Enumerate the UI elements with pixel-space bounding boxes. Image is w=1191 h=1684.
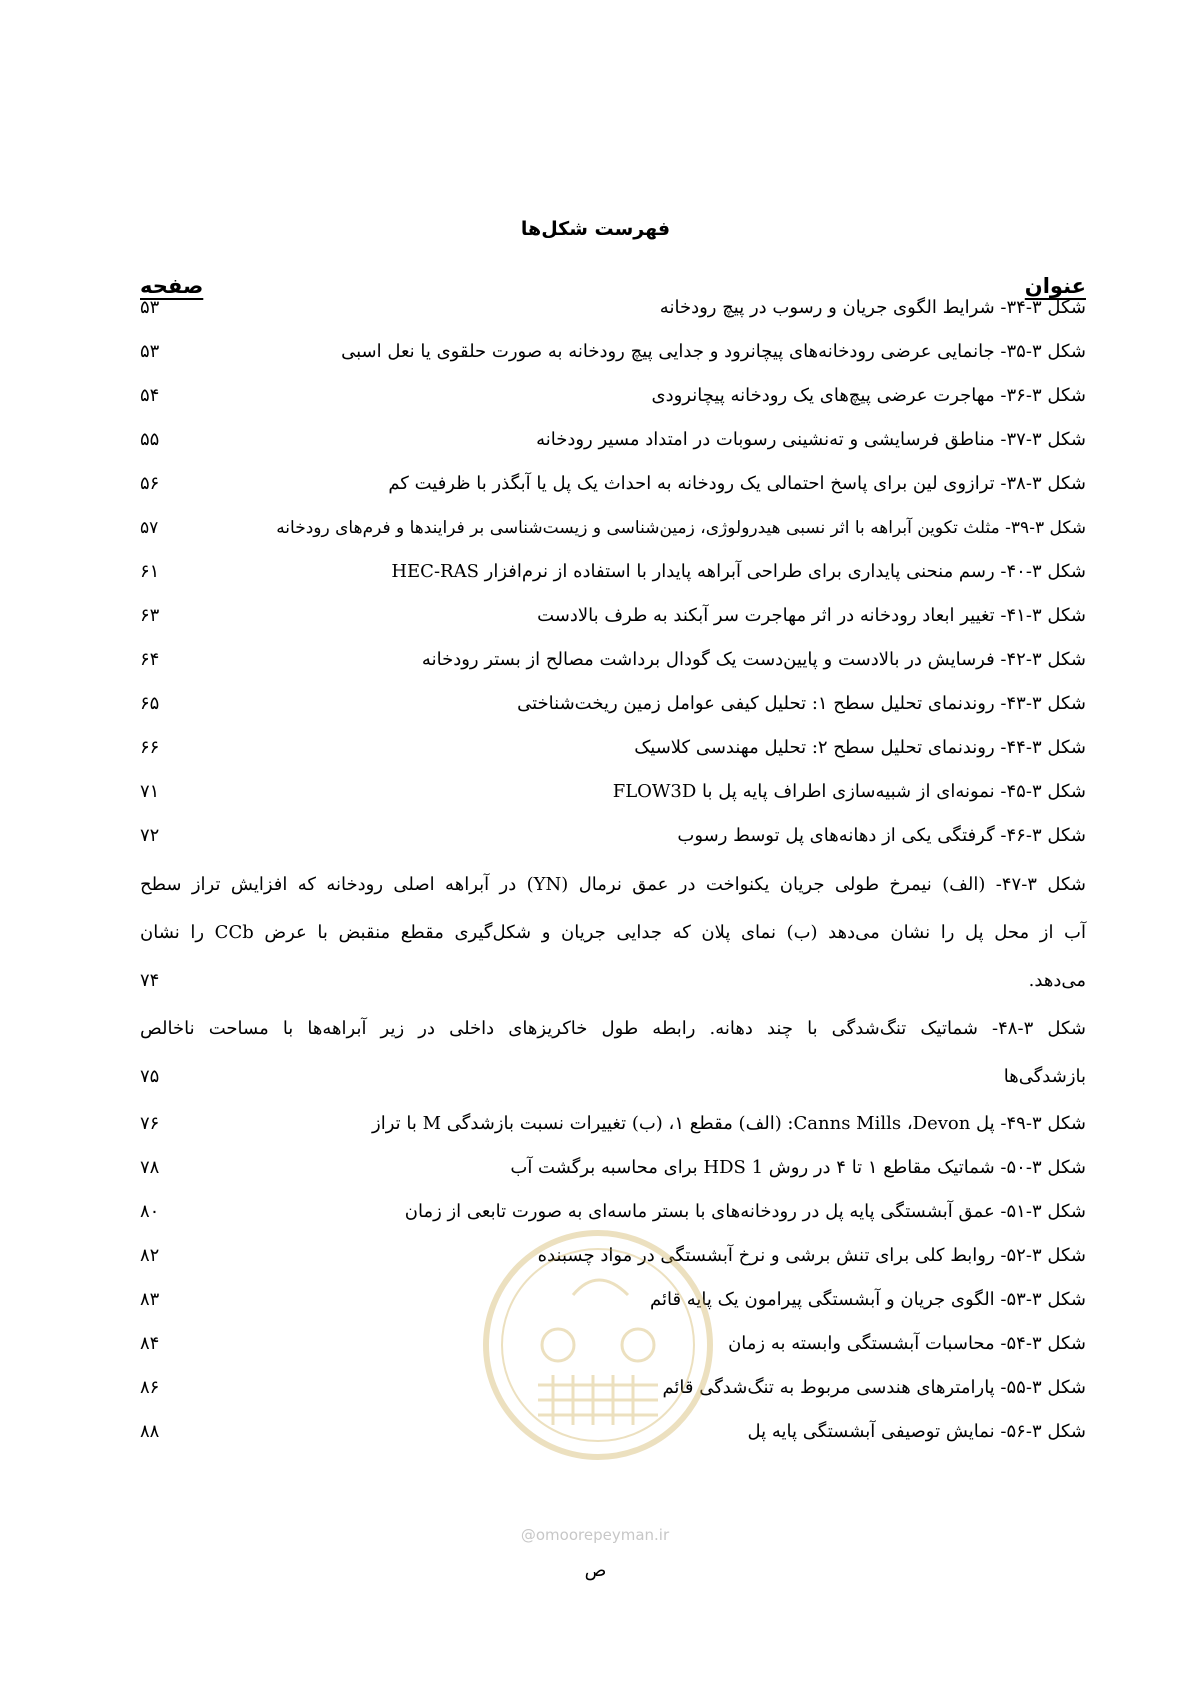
entry-title: شکل ۳-۴۹- پل Canns Mills ،Devon: (الف) مقطع ۱، (ب) تغییرات نسبت بازشدگی M با تراز: [372, 1113, 1086, 1134]
entry-page-number: ۵۳: [140, 341, 160, 362]
entry-page-number: ۵۷: [140, 518, 159, 538]
entry-title: شکل ۳-۳۹- مثلث تکوین آبراهه با اثر نسبی هیدرولوژی، زمین‌شناسی و زیست‌شناسی بر فرایندها و فرم‌های رودخانه: [276, 518, 1086, 538]
entry-page-number: ۵۳: [140, 297, 160, 318]
entry-page-number: ۷۲: [140, 825, 160, 846]
entry-title: شکل ۳-۴۳- روندنمای تحلیل سطح ۱: تحلیل کیفی عوامل زمین ریخت‌شناختی: [517, 693, 1086, 714]
entry-title: شکل ۳-۴۴- روندنمای تحلیل سطح ۲: تحلیل مهندسی کلاسیک: [634, 737, 1086, 758]
entry-page-number: ۸۲: [140, 1245, 160, 1266]
toc-entry[interactable]: [140, 329, 1086, 375]
toc-entry[interactable]: [140, 725, 1086, 771]
page-title: فهرست شکل‌ها: [520, 218, 671, 240]
toc-entry[interactable]: [140, 1145, 1086, 1191]
column-header-title: عنوان: [1024, 274, 1086, 298]
entry-title: شکل ۳-۴۲- فرسایش در بالادست و پایین‌دست یک گودال برداشت مصالح از بستر رودخانه: [421, 649, 1086, 670]
entry-title-line: بازشدگی‌ها: [1003, 1066, 1086, 1087]
entry-title: شکل ۳-۵۲- روابط کلی برای تنش برشی و نرخ آبشستگی در مواد چسبنده: [537, 1245, 1086, 1266]
toc-entry[interactable]: [140, 285, 1086, 331]
entry-page-number: ۷۱: [140, 781, 160, 802]
entry-page-number: ۵۶: [140, 473, 160, 494]
entry-title: شکل ۳-۳۴- شرایط الگوی جریان و رسوب در پیچ رودخانه: [659, 297, 1086, 318]
toc-entry[interactable]: [140, 505, 1086, 551]
entry-page-number: ۸۰: [140, 1201, 160, 1222]
entry-last-line: [140, 957, 1086, 1005]
column-header-page: صفحه: [140, 274, 204, 298]
toc-entry[interactable]: [140, 461, 1086, 507]
entry-page-number: ۶۶: [140, 737, 160, 758]
toc-entry[interactable]: [140, 373, 1086, 419]
entry-page-number: ۶۴: [140, 649, 160, 670]
watermark-seal-icon: [478, 1225, 718, 1465]
toc-entry[interactable]: [140, 1101, 1086, 1147]
entry-page-number: ۵۴: [140, 385, 160, 406]
toc-entry[interactable]: [140, 681, 1086, 727]
entry-page-number: ۷۶: [140, 1113, 160, 1134]
entry-page-number: ۸۳: [140, 1289, 160, 1310]
entry-title: شکل ۳-۵۶- نمایش توصیفی آبشستگی پایه پل: [747, 1421, 1086, 1442]
entry-page-number: ۵۵: [140, 429, 160, 450]
entry-page-number: ۷۴: [140, 970, 160, 991]
entry-page-number: ۸۴: [140, 1333, 160, 1354]
entry-title: شکل ۳-۳۵- جانمایی عرضی رودخانه‌های پیچانرود و جدایی پیچ رودخانه به صورت حلقوی یا نعل اسبی: [341, 341, 1086, 362]
watermark-url: @omoorepeyman.ir: [520, 1526, 670, 1544]
toc-entry[interactable]: [140, 769, 1086, 815]
page-number: ص: [584, 1560, 607, 1581]
toc-entry[interactable]: [140, 813, 1086, 859]
entry-title: شکل ۳-۵۴- محاسبات آبشستگی وابسته به زمان: [728, 1333, 1086, 1354]
entry-title-line: شکل ۳-۴۸- شماتیک تنگ‌شدگی با چند دهانه. رابطه طول خاکریزهای داخلی در زیر آبراهه‌ها با مساحت ناخالص: [140, 1018, 1086, 1039]
entry-title: شکل ۳-۳۶- مهاجرت عرضی پیچ‌های یک رودخانه پیچانرودی: [651, 385, 1086, 406]
entry-page-number: ۶۱: [140, 561, 160, 582]
entry-title: شکل ۳-۵۳- الگوی جریان و آبشستگی پیرامون یک پایه قائم: [649, 1289, 1086, 1310]
toc-entry[interactable]: [140, 593, 1086, 639]
toc-entry-multiline[interactable]: [140, 861, 1086, 1005]
entry-title: شکل ۳-۴۰- رسم منحنی پایداری برای طراحی آبراهه پایدار با استفاده از نرم‌افزار HEC-RAS: [391, 561, 1086, 582]
entry-title-line: می‌دهد.: [1028, 970, 1086, 991]
entry-page-number: ۸۶: [140, 1377, 160, 1398]
entry-title-line: شکل ۳-۴۷- (الف) نیمرخ طولی جریان یکنواخت در عمق نرمال (YN) در آبراهه اصلی رودخانه که افزایش تراز سطح: [140, 874, 1086, 895]
toc-entry[interactable]: [140, 549, 1086, 595]
entry-page-number: ۷۸: [140, 1157, 160, 1178]
entry-title-line: آب از محل پل را نشان می‌دهد (ب) نمای پلان که جدایی جریان و شکل‌گیری مقطع منقبض با عرض CCb را نشان: [140, 922, 1086, 943]
entry-title: شکل ۳-۳۷- مناطق فرسایشی و ته‌نشینی رسوبات در امتداد مسیر رودخانه: [536, 429, 1086, 450]
toc-entry-multiline[interactable]: [140, 1005, 1086, 1101]
entry-title: شکل ۳-۳۸- ترازوی لین برای پاسخ احتمالی یک رودخانه به احداث یک پل یا آبگذر با ظرفیت کم: [388, 473, 1086, 494]
entry-title: شکل ۳-۴۶- گرفتگی یکی از دهانه‌های پل توسط رسوب: [677, 825, 1086, 846]
entry-page-number: ۶۳: [140, 605, 160, 626]
entry-title: شکل ۳-۵۱- عمق آبشستگی پایه پل در رودخانه‌های با بستر ماسه‌ای به صورت تابعی از زمان: [404, 1201, 1086, 1222]
entry-title: شکل ۳-۵۵- پارامترهای هندسی مربوط به تنگ‌شدگی قائم: [662, 1377, 1086, 1398]
entry-title: شکل ۳-۴۱- تغییر ابعاد رودخانه در اثر مهاجرت سر آبکند به طرف بالادست: [537, 605, 1086, 626]
entry-page-number: ۷۵: [140, 1066, 160, 1087]
entry-title: شکل ۳-۵۰- شماتیک مقاطع ۱ تا ۴ در روش HDS 1 برای محاسبه برگشت آب: [510, 1157, 1086, 1178]
entry-page-number: ۸۸: [140, 1421, 160, 1442]
toc-entry[interactable]: [140, 417, 1086, 463]
entry-title: شکل ۳-۴۵- نمونه‌ای از شبیه‌سازی اطراف پایه پل با FLOW3D: [612, 781, 1086, 802]
toc-entry[interactable]: [140, 637, 1086, 683]
entry-page-number: ۶۵: [140, 693, 160, 714]
entry-last-line: [140, 1053, 1086, 1101]
